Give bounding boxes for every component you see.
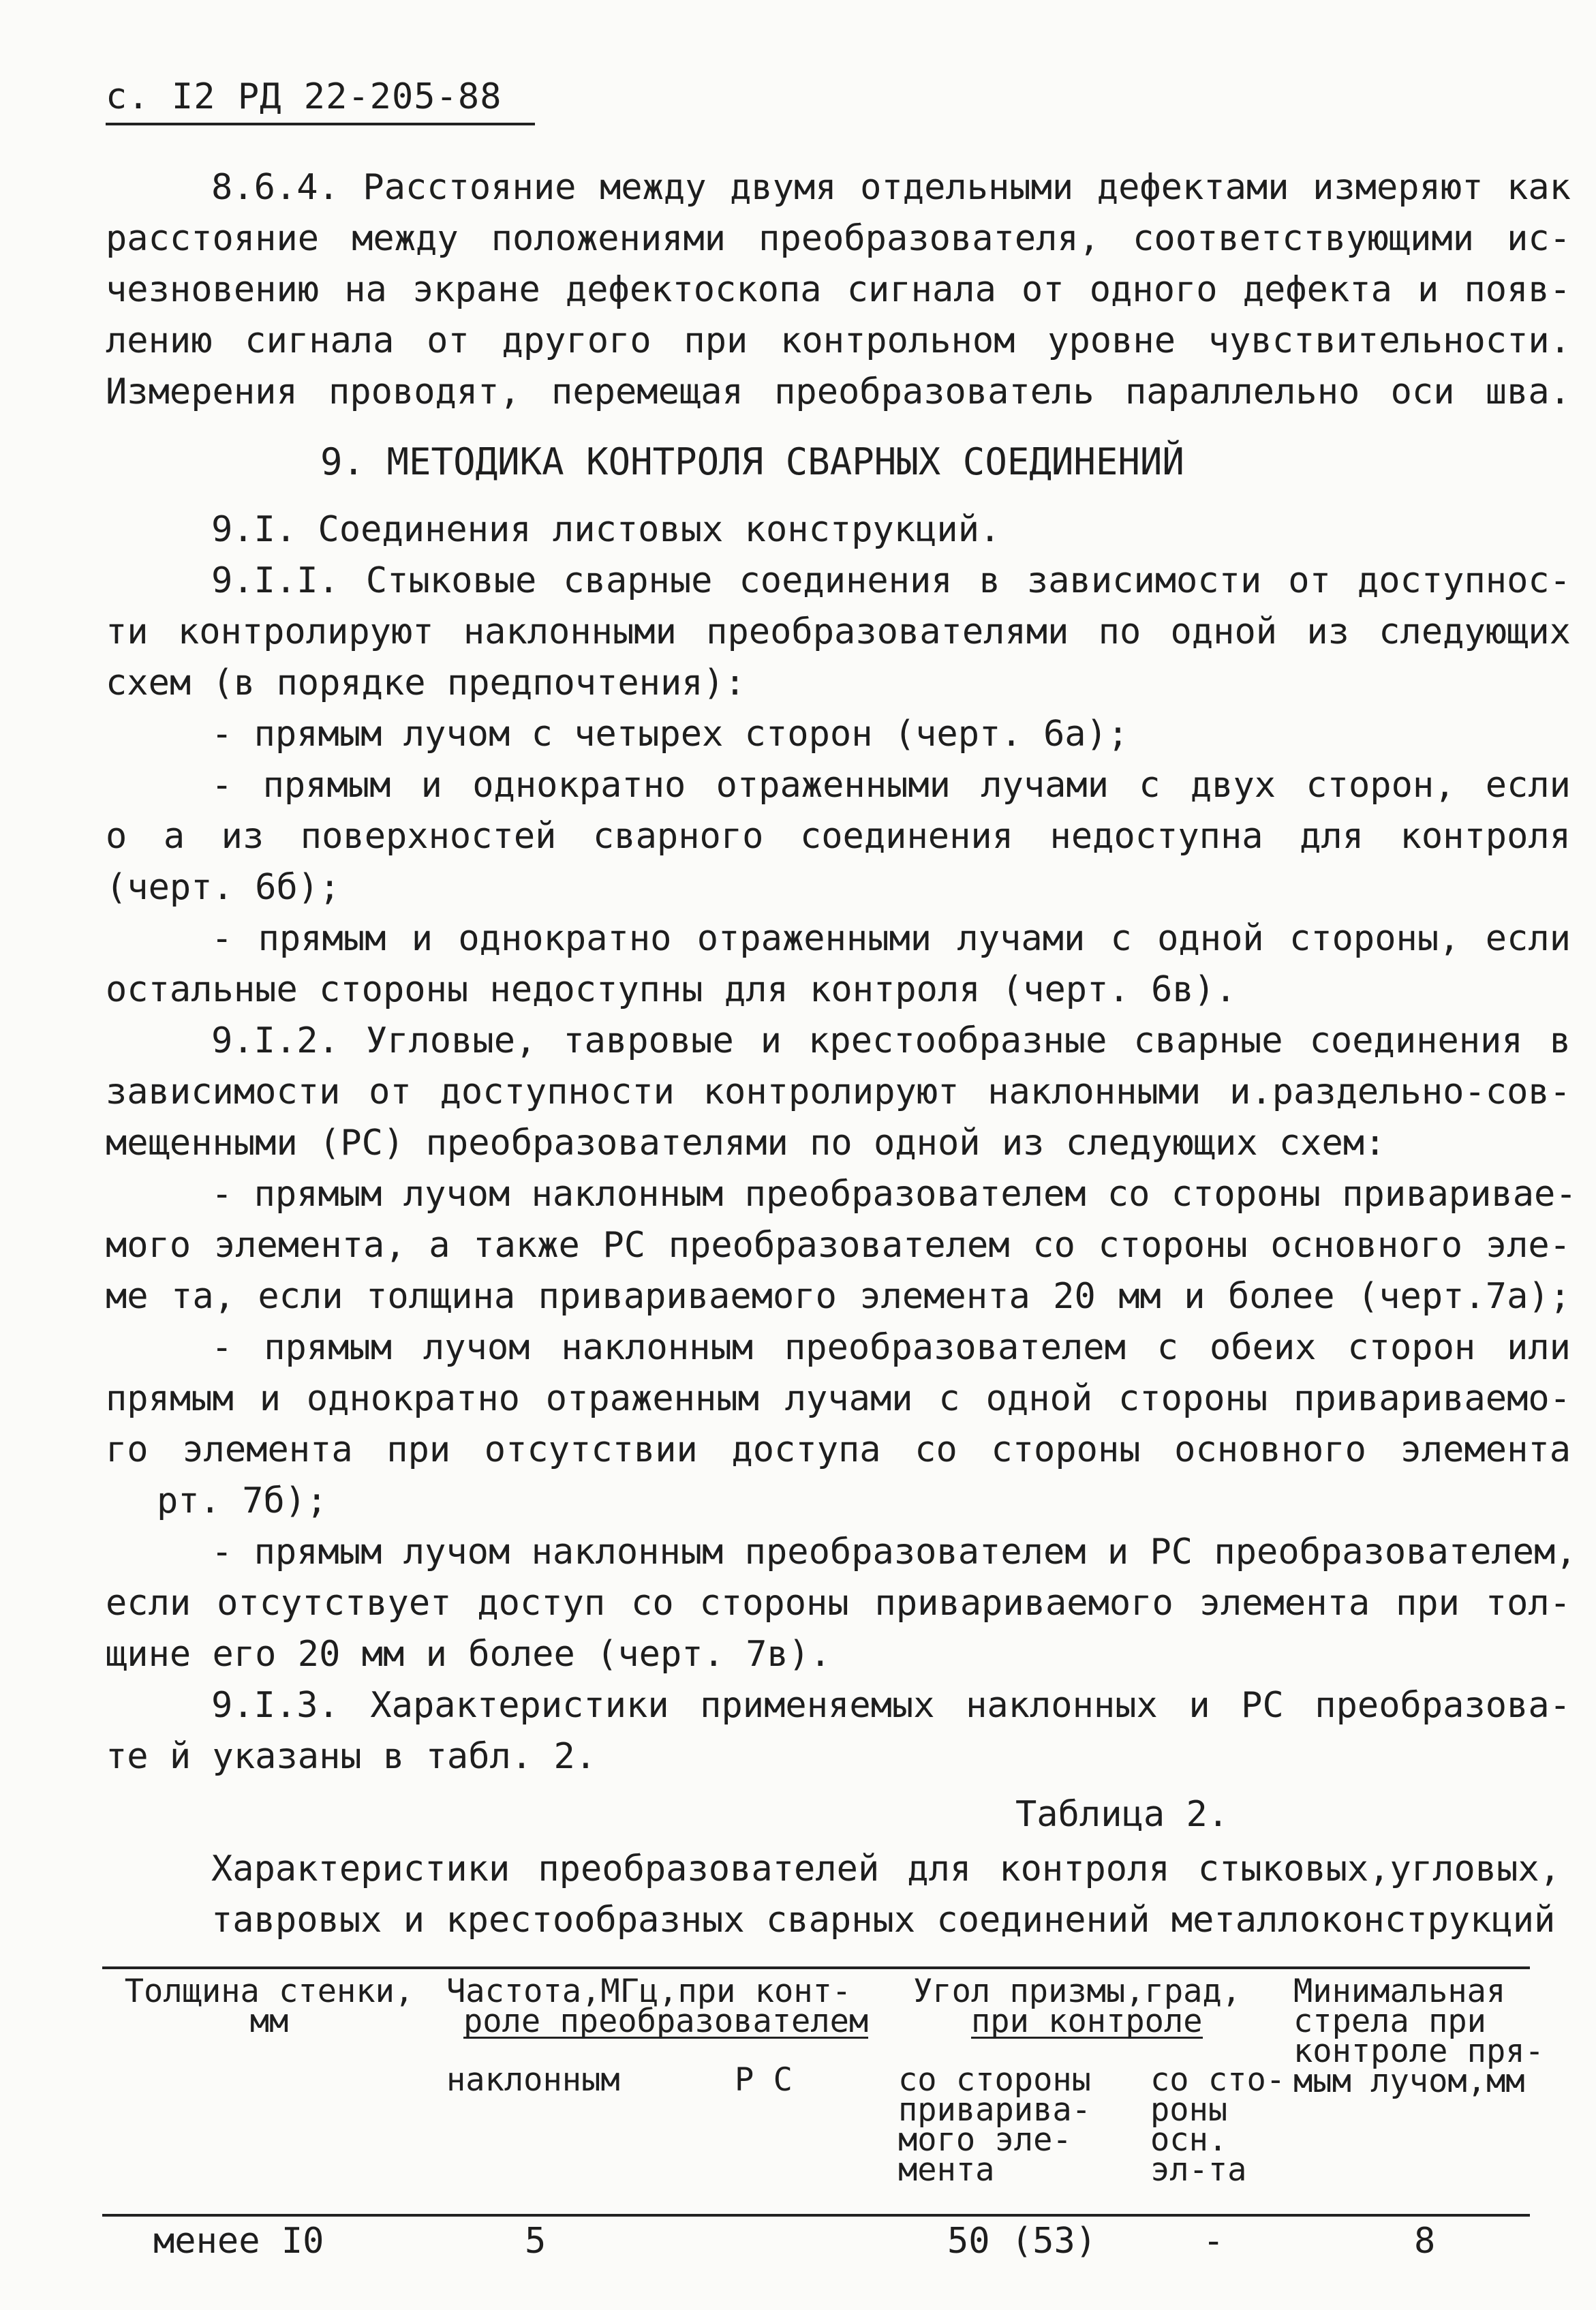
paragraph-line: 8.6.4. Расстояние между двумя отдельными дефектами измеряют как <box>211 167 1571 208</box>
table-cell: - <box>1203 2221 1225 2262</box>
table-title: тавровых и крестообразных сварных соединений металлоконструкций <box>211 1900 1556 1941</box>
paragraph-line: лению сигнала от другого при контрольном уровне чувствительности. <box>106 320 1571 361</box>
paragraph-line: о а из поверхностей сварного соединения недоступна для контроля <box>106 816 1571 857</box>
table-header-min-arrow: Минимальная стрела при контроле пря- мым лучом,мм <box>1293 1973 1544 2100</box>
list-item: - прямым и однократно отраженными лучами с двух сторон, если <box>211 765 1571 806</box>
paragraph-line: расстояние между положениями преобразователя, соответствующими ис- <box>106 218 1571 259</box>
paragraph-line: щине его 20 мм и более (черт. 7в). <box>106 1634 831 1675</box>
paragraph-line: если отсутствует доступ со стороны привариваемого элемента при тол- <box>106 1583 1571 1624</box>
table-title: Характеристики преобразователей для контроля стыковых,угловых, <box>211 1849 1561 1889</box>
paragraph-line: прямым и однократно отраженным лучами с одной стороны привариваемо- <box>106 1378 1571 1419</box>
paragraph-line: мещенными (РС) преобразователями по одной из следующих схем: <box>106 1123 1386 1164</box>
paragraph-line: Измерения проводят, перемещая преобразователь параллельно оси шва. <box>106 371 1571 412</box>
table-header-angle-cont: при контроле <box>971 2003 1203 2040</box>
paragraph-line: ти контролируют наклонными преобразователями по одной из следующих <box>106 611 1571 652</box>
list-item: - прямым лучом наклонным преобразователем со стороны привариваe- <box>211 1174 1577 1215</box>
paragraph-line: го элемента при отсутствии доступа со стороны основного элемента <box>106 1429 1571 1470</box>
paragraph-line: мого элемента, а также РС преобразователем со стороны основного эле- <box>106 1225 1571 1266</box>
list-item: - прямым и однократно отраженными лучами с одной стороны, если <box>211 918 1571 959</box>
paragraph-line: ме та, если толщина привариваемого элемента 20 мм и более (черт.7а); <box>106 1276 1571 1317</box>
table-subheader-rs: Р С <box>735 2061 793 2099</box>
table-header-angle: Угол призмы,град, <box>913 1973 1242 2010</box>
paragraph-line: чезновению на экране дефектоскопа сигнала от одного дефекта и появ- <box>106 269 1571 310</box>
table-subheader-welded-side: со стороны приварива- мого эле- мента <box>898 2061 1091 2189</box>
list-item: - прямым лучом наклонным преобразователем с обеих сторон или <box>211 1327 1571 1368</box>
paragraph-line: те й указаны в табл. 2. <box>106 1736 597 1777</box>
section-title: 9. МЕТОДИКА КОНТРОЛЯ СВАРНЫХ СОЕДИНЕНИЙ <box>320 440 1184 483</box>
paragraph-line: 9.I.3. Характеристики применяемых наклонных и РС преобразова- <box>211 1685 1571 1726</box>
paragraph-line: 9.I.2. Угловые, тавровые и крестообразные сварные соединения в <box>211 1020 1571 1061</box>
table-cell: 50 (53) <box>947 2221 1097 2262</box>
table-header-thickness: Толщина стенки, мм <box>124 1973 414 2040</box>
table-top-rule <box>102 1966 1530 1969</box>
table-cell: 5 <box>525 2221 547 2262</box>
list-item: - прямым лучом с четырех сторон (черт. 6а); <box>211 714 1129 755</box>
table-subheader-main-side: со сто- роны осн. эл-та <box>1150 2061 1286 2189</box>
paragraph-line: остальные стороны недоступны для контроля (черт. 6в). <box>106 969 1237 1010</box>
table-subheader-inclined: наклонным <box>446 2061 620 2099</box>
list-item: - прямым лучом наклонным преобразователем и РС преобразователем, <box>211 1532 1577 1572</box>
table-cell: 8 <box>1414 2221 1436 2262</box>
table-header-frequency: Частота,МГц,при конт- <box>446 1973 852 2010</box>
paragraph-line: зависимости от доступности контролируют наклонными и.раздельно-сов- <box>106 1072 1571 1112</box>
header-underline <box>106 123 535 125</box>
table-caption: Таблица 2. <box>1015 1794 1229 1835</box>
table-header-rule <box>102 2214 1530 2217</box>
page-header: с. I2 РД 22-205-88 <box>106 76 502 117</box>
paragraph-line: 9.I.I. Стыковые сварные соединения в зависимости от доступнос- <box>211 560 1571 601</box>
table-header-frequency-cont: роле преобразователем <box>463 2003 869 2040</box>
table-cell: менее I0 <box>153 2221 324 2262</box>
paragraph-line: рт. 7б); <box>157 1480 328 1521</box>
subsection-heading: 9.I. Соединения листовых конструкций. <box>211 509 1001 550</box>
paragraph-line: схем (в порядке предпочтения): <box>106 663 746 703</box>
paragraph-line: (черт. 6б); <box>106 867 341 908</box>
